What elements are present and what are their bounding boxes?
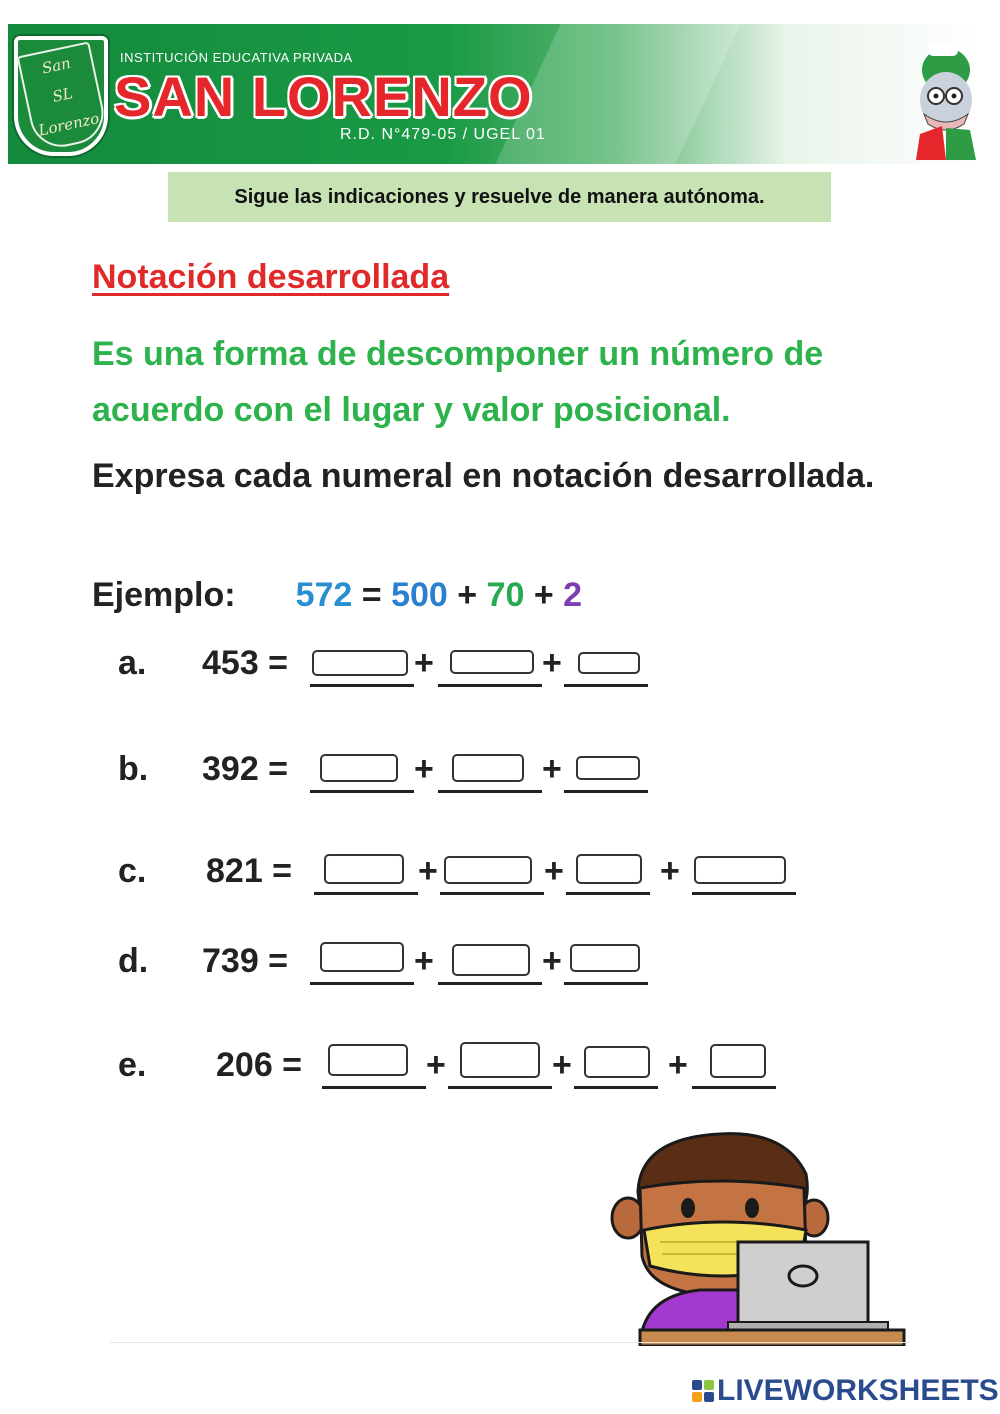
page-title: Notación desarrollada xyxy=(92,258,450,296)
exercise-numeral: 392 = xyxy=(202,750,289,788)
school-banner xyxy=(8,24,982,164)
plus-sign: + xyxy=(542,942,562,980)
liveworksheets-logo xyxy=(692,1374,999,1408)
student-laptop-illustration xyxy=(610,1126,910,1346)
answer-box-tens[interactable] xyxy=(452,944,530,976)
institution-label: INSTITUCIÓN EDUCATIVA PRIVADA xyxy=(120,50,353,65)
example-plus-1: + xyxy=(457,576,478,614)
plus-sign: + xyxy=(668,1046,688,1084)
example-tens: 70 xyxy=(486,576,525,614)
exercise-numeral: 739 = xyxy=(202,942,289,980)
exercise-numeral: 206 = xyxy=(216,1046,303,1084)
answer-box-units[interactable] xyxy=(584,1046,650,1078)
exercise-numeral: 821 = xyxy=(206,852,293,890)
answer-box-units[interactable] xyxy=(576,854,642,884)
example-equals: = xyxy=(361,576,382,614)
answer-box-units[interactable] xyxy=(570,944,640,972)
resolution-label: R.D. N°479-05 / UGEL 01 xyxy=(340,126,546,143)
exercise-letter: b. xyxy=(118,750,149,788)
answer-box-tens[interactable] xyxy=(452,754,524,782)
answer-box-tens[interactable] xyxy=(450,650,534,674)
example-line xyxy=(92,576,582,615)
school-logo: San SL Lorenzo xyxy=(14,36,108,156)
answer-box-units[interactable] xyxy=(578,652,640,674)
plus-sign: + xyxy=(414,942,434,980)
answer-box-extra[interactable] xyxy=(694,856,786,884)
plus-sign: + xyxy=(426,1046,446,1084)
exercise-letter: d. xyxy=(118,942,149,980)
example-number: 572 xyxy=(295,576,353,614)
exercise-letter: c. xyxy=(118,852,147,890)
divider xyxy=(110,1342,910,1343)
definition-text: Es una forma de descomponer un número de acuerdo con el lugar y valor posicional. xyxy=(92,335,824,429)
liveworksheets-icon xyxy=(692,1380,714,1402)
example-units: 2 xyxy=(563,576,583,614)
exercise-numeral: 453 = xyxy=(202,644,289,682)
plus-sign: + xyxy=(542,644,562,682)
answer-box-hundreds[interactable] xyxy=(320,754,398,782)
plus-sign: + xyxy=(414,750,434,788)
plus-sign: + xyxy=(660,852,680,890)
answer-box-units[interactable] xyxy=(576,756,640,780)
example-hundreds: 500 xyxy=(391,576,448,614)
exercise-letter: e. xyxy=(118,1046,147,1084)
school-name: SAN LORENZO xyxy=(114,65,533,128)
answer-box-extra[interactable] xyxy=(710,1044,766,1078)
task-instruction: Expresa cada numeral en notación desarrollada. xyxy=(92,457,875,495)
plus-sign: + xyxy=(544,852,564,890)
example-plus-2: + xyxy=(533,576,554,614)
dolphin-mascot-icon xyxy=(906,30,978,160)
answer-box-hundreds[interactable] xyxy=(324,854,404,884)
watermark-text: LIVEWORKSHEETS xyxy=(717,1374,999,1407)
exercise-letter: a. xyxy=(118,644,147,682)
example-label: Ejemplo: xyxy=(92,576,236,614)
plus-sign: + xyxy=(414,644,434,682)
answer-box-tens[interactable] xyxy=(444,856,532,884)
plus-sign: + xyxy=(542,750,562,788)
answer-box-hundreds[interactable] xyxy=(328,1044,408,1076)
instruction-box: Sigue las indicaciones y resuelve de manera autónoma. xyxy=(168,172,831,222)
plus-sign: + xyxy=(552,1046,572,1084)
answer-box-hundreds[interactable] xyxy=(320,942,404,972)
plus-sign: + xyxy=(418,852,438,890)
answer-box-hundreds[interactable] xyxy=(312,650,408,676)
answer-box-tens[interactable] xyxy=(460,1042,540,1078)
